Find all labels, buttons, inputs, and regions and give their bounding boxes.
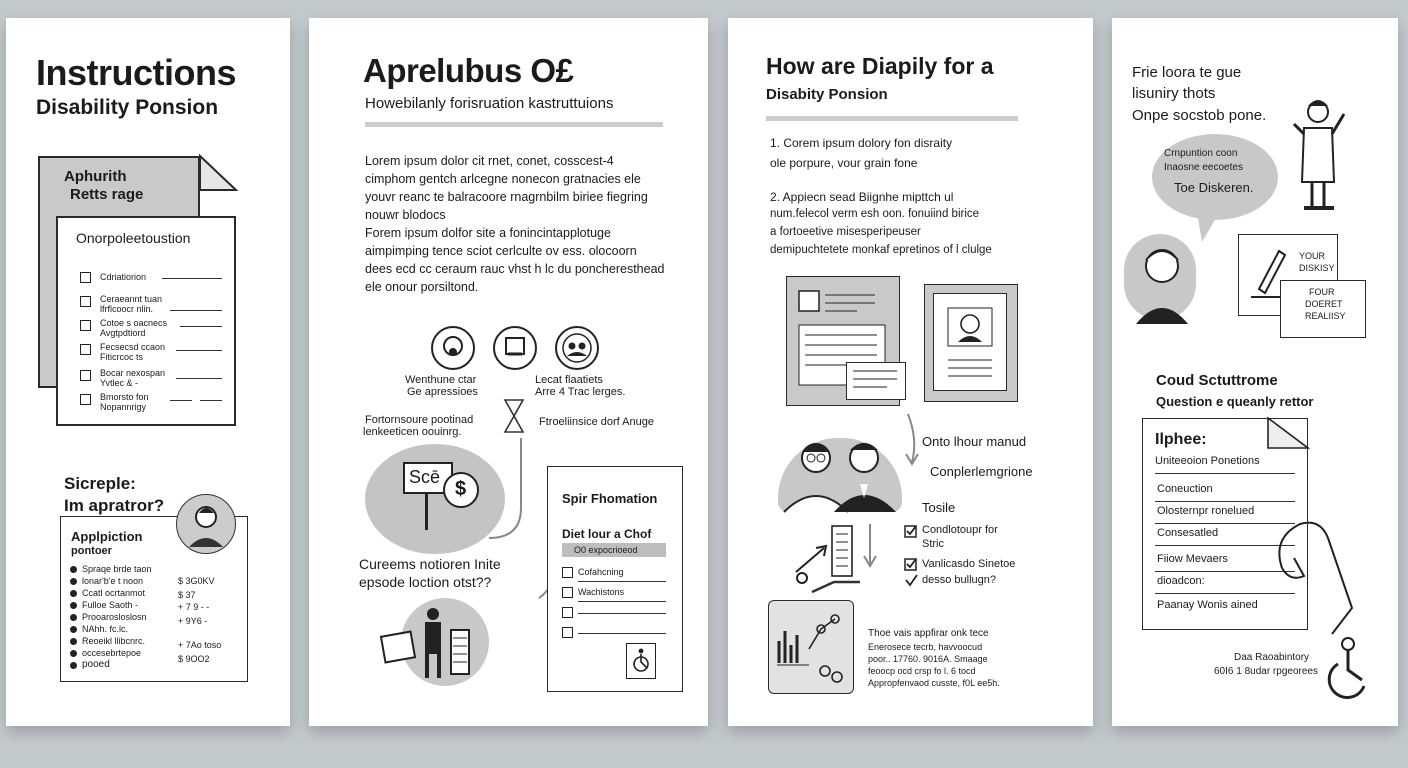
card-text-2: DISKISY [1299, 263, 1335, 273]
intro-line-2: lisuniry thots [1132, 85, 1216, 102]
hourglass-icon [499, 396, 529, 436]
check-icon [904, 558, 920, 572]
person-portrait-icon [1122, 234, 1202, 324]
page-fold-icon [1268, 418, 1308, 458]
icon-label-left-2: Ge apressioes [407, 386, 478, 398]
step-1-line-1: 1. Corem ipsum dolory fon disraity [770, 136, 953, 150]
doc-title: Ilphee: [1155, 431, 1207, 448]
card-text-4: DOERET [1305, 299, 1343, 309]
doc-item: Uniteeoion Ponetions [1155, 455, 1260, 467]
row-value: + 9Y6 - [178, 616, 208, 626]
question-line-1: Sicreple: [64, 474, 136, 493]
checklist-heading: Onorpoleetoustion [76, 230, 191, 246]
doc-title-2: Retts rage [70, 186, 144, 203]
row-label: Fulloe Saoth - [82, 600, 139, 610]
panel-how-to-apply [728, 18, 1093, 726]
divider [766, 116, 1018, 121]
doc-item: Consesatled [1157, 527, 1219, 539]
checkbox[interactable] [562, 587, 573, 598]
section-subtitle: Question e queanly rettor [1156, 394, 1314, 409]
checkbox[interactable] [562, 607, 573, 618]
checkbox[interactable] [562, 627, 573, 638]
panel-title: Aprelubus O£ [363, 52, 574, 89]
doc-title-1: Aphurith [64, 168, 127, 185]
footer-line-1: Thoe vais appfirar onk tece [868, 628, 989, 639]
paragraph-2 [365, 224, 664, 296]
label-a: Onto lhour manud [922, 434, 1027, 449]
icon-label-left-1: Wenthune ctar [405, 374, 477, 386]
highlight-bar [562, 543, 666, 557]
row-label: Spraqe brde taon [82, 564, 152, 574]
check-bullet [70, 566, 77, 573]
checkmark-icon [904, 574, 920, 588]
doc-item: Paanay Wonis ained [1157, 599, 1258, 611]
paragraph-1 [365, 152, 648, 224]
wheelchair-icon [626, 643, 656, 679]
bullet [70, 614, 77, 621]
checklist-item-text: Nopannrigy [100, 402, 147, 412]
page-fold-icon [200, 156, 236, 216]
photo-document [924, 284, 1018, 402]
panel-application [309, 18, 708, 726]
todo-2: Vanlicasdo Sinetoe [922, 558, 1016, 570]
row-label: Prooarosloslosn [82, 612, 147, 622]
icon-label-right-1: Lecat flaatiets [535, 374, 603, 386]
doc-item: Fiiow Mevaers [1157, 553, 1228, 565]
bubble-line-3: Toe Diskeren. [1174, 180, 1254, 195]
footer-line-1: Daa Raoabintory [1234, 652, 1310, 663]
checklist-item-text: Avgtpdtiord [100, 328, 146, 338]
row-label: Ccatl ocrtanmot [82, 588, 146, 598]
group-icon [555, 326, 599, 370]
todo-1b: Stric [922, 538, 944, 550]
checkbox[interactable] [80, 370, 91, 381]
intro-line-1: Frie loora te gue [1132, 64, 1242, 81]
information-document [547, 466, 683, 692]
paragraph-line: dees ecd cc ceraum rauc vhst h lc du poncheresthead [365, 262, 665, 276]
wheelchair-icon [1318, 636, 1374, 702]
dollar-icon: $ [443, 472, 479, 508]
row-value: $ 9OO2 [178, 654, 210, 664]
checklist-item-text: Bocar nexospan [100, 368, 166, 378]
label-b: Conplerlemgrione [930, 464, 1033, 479]
checklist-item-text: Fecsecsd ccaon [100, 342, 166, 352]
check-bullet [70, 578, 77, 585]
doc-item: dioadcon: [1157, 575, 1205, 587]
footer-line-4: feoocp ocd crsp fo l. 6 tocd [868, 666, 976, 676]
paragraph-line: cimphom gentch arlcegne nonecon gratnacies ele [365, 172, 641, 186]
speech-bubble [1152, 134, 1278, 220]
bullet [70, 650, 77, 657]
question-line-2: Im apratror? [64, 496, 165, 515]
side-label-2: lenkeeticen oouinrg. [363, 426, 462, 438]
sign-text: Scē [409, 467, 441, 487]
checklist-item-text: lfrflcoocr nlin. [100, 304, 154, 314]
check-icon [904, 525, 920, 539]
paragraph-line: nouwr blodocs [365, 208, 446, 222]
panel-title: Instructions [36, 52, 237, 93]
step-2-line-4: demipuchtetete monkaf epretinos of l clulge [770, 244, 992, 256]
step-2-line-3: a fortoeetive misesperipeuser [770, 226, 921, 238]
row-label: occesebrtepoe [82, 648, 142, 658]
row-label: NAhh. fc.lc. [82, 624, 129, 634]
bullet [70, 602, 77, 609]
doc-item: Olosternpr ronelued [1157, 505, 1255, 517]
todo-title: Tosile [922, 500, 956, 515]
checkbox[interactable] [562, 567, 573, 578]
bullet [70, 626, 77, 633]
todo-1a: Condlotoupr for [922, 524, 998, 536]
checklist-item-text: Cdriatiorion [100, 272, 147, 282]
hand-holding-icon [1272, 498, 1362, 638]
notice-card-front [1280, 280, 1366, 338]
card-title-1: Applpiction [71, 529, 143, 544]
paragraph-line: Lorem ipsum dolor cit rnet, conet, cosscest-4 [365, 154, 614, 168]
checklist-document [56, 216, 236, 426]
down-arrow-2-icon [860, 522, 880, 572]
card-text-1: YOUR [1299, 251, 1326, 261]
checklist-item-text: Cotoe s oacnecs [100, 318, 168, 328]
person-with-document-icon [375, 604, 485, 684]
checklist-item-text: Ceraeannt tuan [100, 294, 163, 304]
panel-subtitle: Howebilanly forisruation kastruttuions [365, 95, 614, 112]
section-title: Coud Sctuttrome [1156, 372, 1278, 389]
bullet [70, 590, 77, 597]
checkbox[interactable] [80, 394, 91, 405]
footer-line-5: Appropfenvaod cusste, f0L ee5h. [868, 678, 1000, 688]
paragraph-line: ele onour porsiltond. [365, 280, 479, 294]
divider [365, 122, 663, 127]
row-value: + 7 9 - - [178, 602, 210, 612]
card-title-2: pontoer [71, 545, 112, 557]
doc-title: Spir Fhomation [562, 491, 658, 506]
paragraph-line: Forem ipsum dolfor site a fonincintapplotuge [365, 226, 611, 240]
paragraph-line: youvr reanc te balracoore rnagrnbilm biriee fiegring [365, 190, 648, 204]
checkbox[interactable] [80, 344, 91, 355]
panel-instructions [6, 18, 290, 726]
checklist-item-text: Yvtlec & - [100, 378, 139, 388]
panel-title: How are Diapily for a [766, 53, 994, 79]
footer-line-3: poor.. 17760. 9016A. Smaage [868, 654, 988, 664]
step-2-line-2: num.felecol verm esh oon. fonuiind birice [770, 208, 980, 220]
checkbox[interactable] [80, 320, 91, 331]
row-value: $ 3G0KV [178, 576, 215, 586]
row-label: pooed [82, 659, 110, 670]
mid-label: Ftroeliinsice dorf Anuge [539, 416, 654, 428]
card-text-5: REALIISY [1305, 311, 1346, 321]
step-2-line-1: 2. Appiecn sead Biignhe mipttch ul [770, 190, 954, 204]
highlight-text: O0 expocrioeod [574, 545, 638, 555]
row-label: Reoeikl llibcnrc. [82, 636, 146, 646]
question-2: epsode loction otst?? [359, 574, 492, 590]
doc-item: Coneuction [1157, 483, 1213, 495]
footer-line-2: 60I6 1 8udar rpgeorees [1214, 666, 1318, 677]
profile-icon [431, 326, 475, 370]
footer-line-2: Enerosece tecrb, havvoocud [868, 642, 983, 652]
bubble-line-1: Crnpuntion coon [1164, 148, 1238, 159]
todo-3: desso bullugn? [922, 574, 997, 586]
analytics-card [768, 600, 854, 694]
row-value: $ 37 [178, 590, 196, 600]
checkbox[interactable] [80, 296, 91, 307]
doc-item: Wachistons [578, 587, 625, 597]
checklist-item-text: Fiticrcoc ts [100, 352, 144, 362]
money-sign-bubble [365, 444, 505, 554]
checkbox[interactable] [80, 272, 91, 283]
question-1: Cureems notioren Inite [359, 556, 501, 572]
panel-subtitle: Disability Ponsion [36, 96, 219, 119]
standing-person-icon [1278, 94, 1358, 224]
doc-heading: Diet lour a Chof [562, 527, 652, 541]
step-1-line-2: ole porpure, vour grain fone [770, 156, 918, 170]
small-note [846, 362, 906, 400]
panel-questions [1112, 18, 1398, 726]
document-icon [493, 326, 537, 370]
two-people-icon [776, 428, 906, 518]
side-label-1: Fortornsoure pootinad [365, 414, 474, 426]
row-value: + 7Ao toso [178, 640, 222, 650]
card-text-3: FOUR [1309, 287, 1335, 297]
bullet [70, 638, 77, 645]
doc-item: Cofahcning [578, 567, 624, 577]
intro-line-3: Onpe socstob pone. [1132, 107, 1267, 124]
icon-label-right-2: Arre 4 Trac lerges. [535, 386, 626, 398]
panel-subtitle: Disabity Ponsion [766, 86, 888, 103]
paragraph-line: aimpimping tence sciot cerlculte ov ess. olocoorn [365, 244, 637, 258]
checklist-item-text: Bmorsto fon [100, 392, 149, 402]
row-label: lonar'b'e t noon [82, 576, 143, 586]
avatar [176, 494, 236, 554]
bubble-line-2: Inaosne eecoetes [1164, 162, 1243, 173]
bullet [70, 662, 77, 669]
